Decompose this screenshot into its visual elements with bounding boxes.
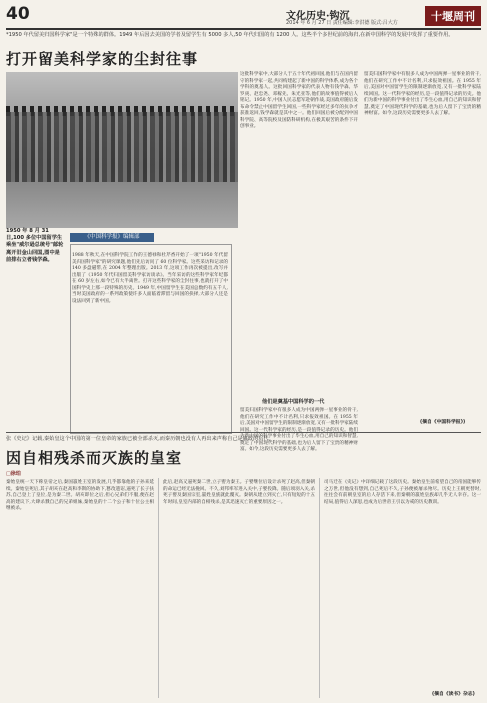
article2-col1: 秦始皇统一天下称皇帝之后,秦国嬴姓王室的发展,几乎都靠他的子孙来延续。秦始皇死后,其子胡亥在赵高和李斯的协助下,篡改遗诏,逼死了长子扶苏,自己登上了皇位,是为秦二世。胡亥即位之后,担心兄弟们不服,便在赵高的建议下,大肆杀戮自己的兄弟姐妹,秦始皇的十二个公子和十位公主相继被杀。 [6,480,154,511]
article1-lead: *1950 年代留美归国科学家"是一个特殊的群体。1949 年后因去美国的学者及留学生有 5000 多人,50 年代归国的有 1200 人。这些半个多世纪前的海归,在新中国科学的发展中发挥了重要作用。 [6,32,454,38]
article2-lead: 张《史记》记载,秦始皇这个中国的第一位皇帝的家族已被全部杀灭,而秦历朝也没有人再出来声称自己是嬴政的后代。 [6,436,274,442]
page-header [6,4,481,30]
group-photo [6,72,238,228]
section-separator [6,432,481,433]
article2-byline: (摘自《读书》杂志) [432,692,475,697]
subhead-mid: 他们是奠基中国科学的一代 [262,399,325,405]
article1-title: 打开留美科学家的尘封往事 [6,50,199,68]
column-rule-1 [158,478,159,698]
article2-col3: 司马迁在《史记》中详细记载了这段历史。秦始皇生前希望自己的帝国能够传之万世,但他没有想到,自己死后不久,子孙便被屠杀殆尽。历史上王朝更替时,往往会有前朝皇室的后人存活下来,但秦朝的嬴姓皇族却几乎无人幸存。这一结局,值得后人深思,也成为后世帝王引以为戒的历史教训。 [324,480,481,505]
page-number: 40 [6,4,30,24]
photo-people [6,112,238,182]
article1-byline: (摘自《中国科学报》) [420,420,466,425]
article2-author: □徐珀 [6,471,21,477]
weekly-badge: 十堰周刊 [425,6,481,26]
article1-col3: 留美归国科学家中有很多人成为中国两弹一星事业的骨干,他们在研究工作中不计名利,只求报效祖国。在 1955 年后,美国对中国留学生的限制逐渐放宽,又有一批科学家陆续回国。这一代科学家的经历,是一段值得记录的历史。他们为新中国的科学事业付出了毕生心血,用自己的知识和智慧,奠定了中国现代科学的基础,也为后人留下了宝贵的精神财富。如今,这段历史需要更多人去了解。 [364,72,481,116]
article1-col1: 1988 年秋天,在中国科学院工作的王德禄和杜芹香开始了一项"1950 年代留美归国科学家"的研究课题,他们先后访问了 60 位科学家。这些采访和记录的 140 多盘磁带,在 2004 年整理出版。2013 年,这项工作再次被提出,改写并出版了《1950 年代归国留美科学家访谈录》。当年采访的这些科学家年纪都在 60 岁左右,如今已有大半离世。打开这些科学家的尘封往事,也就打开了中国科学史上那一段特殊的历史。1949 年,中国留学生在美国总数约有五千人,当时美国政府的一系列政策使许多人面临着滞留与回国的抉择,大部分人还是设法回到了新中国。 [72,253,228,304]
photo-caption: 1950 年 8 月 31 日,100 多位中国留学生乘坐"威尔逊总统号"邮轮离开旧金山回国,图中是前排右立者钱学森。 [6,228,64,263]
article2-col2: 此后,赵高又逼死秦二世,立子婴为秦王。子婴继位后设计杀死了赵高,但秦朝的命运已经无法挽回。不久,刘邦率军进入关中,子婴投降。随后项羽入关,杀死子婴及秦国宗室,嬴姓皇族就此覆灭。秦朝从建立到灭亡,只有短短的十五年时间,皇室内部的自相残杀,是其迅速灭亡的重要原因之一。 [163,480,315,505]
article2-title: 因自相残杀而灭族的皇室 [6,449,183,467]
article1-col2b: 留美归国科学家中有很多人成为中国两弹一星事业的骨干,他们在研究工作中不计名利,只求报效祖国。在 1955 年后,美国对中国留学生的限制逐渐放宽,又有一批科学家陆续回国。这一代科学家的经历,是一段值得记录的历史。他们为新中国的科学事业付出了毕生心血,用自己的知识和智慧,奠定了中国现代科学的基础,也为后人留下了宝贵的精神财富。如今,这段历史需要更多人去了解。 [240,408,358,452]
date-line: 2014 年 6 月 27 日 责任编辑:李洪德 版式:吕大方 [286,20,398,26]
column-name: 文化历史·钩沉 [286,11,350,22]
column-rule-2 [319,478,320,698]
subhead-box: 《中国科学报》编辑部 [70,233,154,242]
article1-col2: 这批科学家中,大部分人于五十年代初回国,他们与在国内留守的科学家一起,共同构建起了新中国的科学体系,成为各个学科的奠基人。这批回国科学家的代表人物有钱学森、华罗庚、赵忠尧、邓稼先、朱光亚等,他们的故事值得被后人铭记。1950 年,中国人民志愿军赴朝作战,美国政府随后发布命令禁止中国留学生回国,一些科学家经过多年的抗争才获准返回,钱学森就是其中之一。他们回国后被分配到中国科学院、高等院校及国防科研机构,在极其艰苦的条件下开创事业。 [240,72,358,129]
